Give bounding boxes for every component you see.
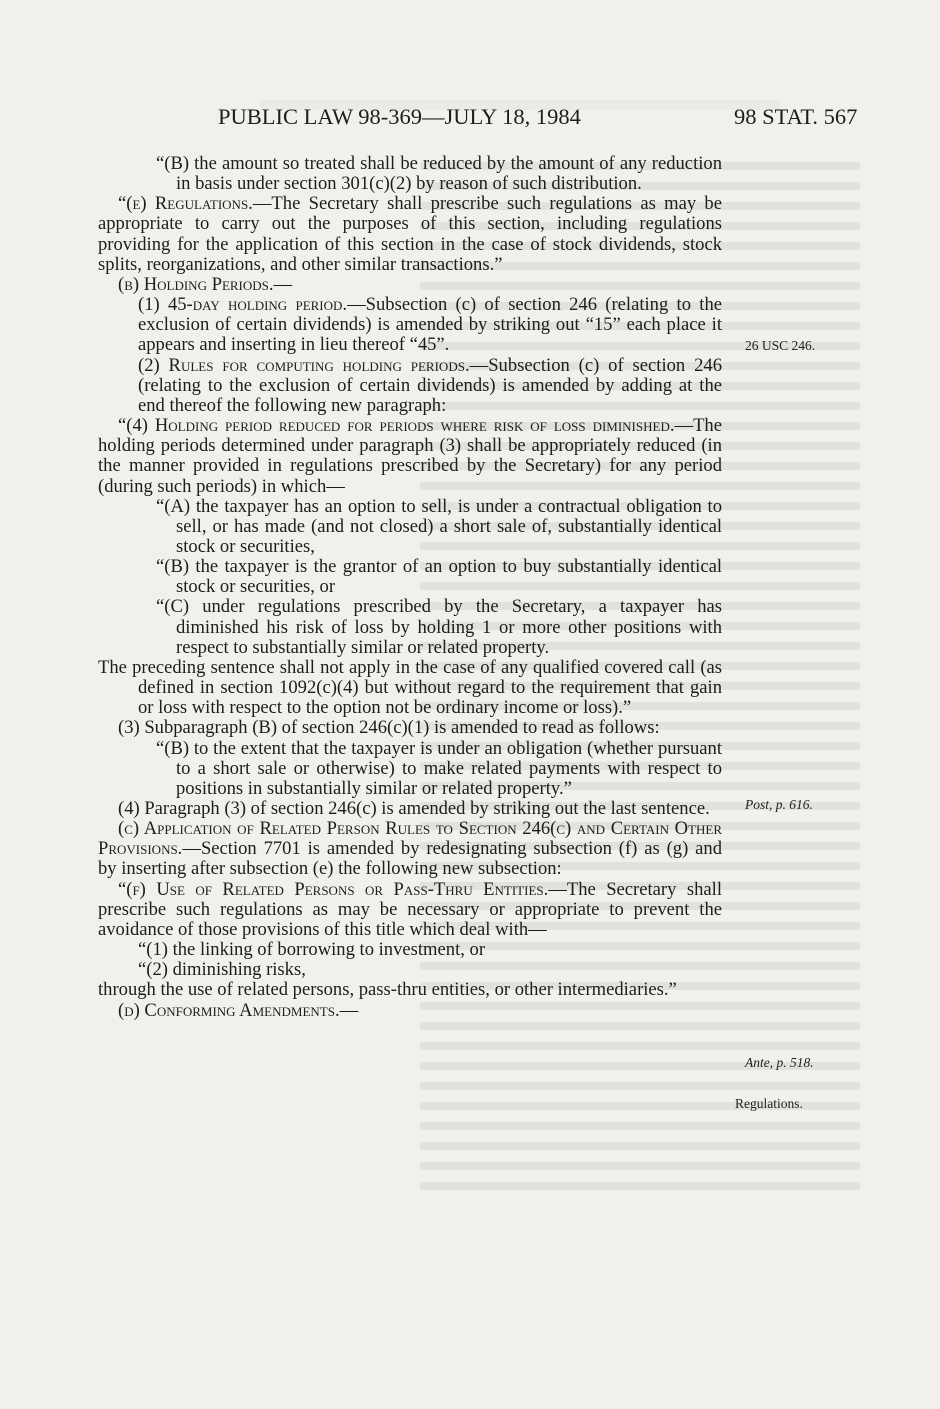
paragraph-through-related: through the use of related persons, pass-thru entities, or other intermediaries.” [98,979,677,1001]
paragraph-c-related-person-rules: (c) Application of Related Person Rules to Section 246(c) and Certain Other Provisions.—Section 7701 is amended by redesignating subsection (f) as (g) and by inserting after subsection (e) the following new subsection: [98,818,722,880]
paragraph-1-45-day: (1) 45-day holding period.—Subsection (c) of section 246 (relating to the exclusion of certain dividends) is amended by striking out “15” each place it appears and inserting in lieu thereof “45”. [138,294,722,356]
statute-body [98,154,722,1021]
subsection-heading: (c) Application of Related Person Rules to Section 246(c) and Certain Other Provisions. [98,818,722,860]
margin-note-26-usc-246: 26 USC 246. [745,338,816,353]
header-title: PUBLIC LAW 98-369—JULY 18, 1984 [218,104,581,129]
paragraph-b-obligation: “(B) to the extent that the taxpayer is under an obligation (whether pursuant to a short sale or otherwise) to make related payments with respect to positions in substantially similar or related property.” [156,737,722,799]
margin-note-ante-518: Ante, p. 518. [745,1055,814,1070]
heading-b-holding-periods: (b) Holding Periods.— [118,273,293,295]
paragraph-c-regulations: “(C) under regulations prescribed by the Secretary, a taxpayer has diminished his risk of loss by holding 1 or more other positions with respect to substantially similar or related property. [156,596,722,658]
paragraph-preceding-sentence: The preceding sentence shall not apply in the case of any qualified covered call (as defined in section 1092(c)(4) but without regard to the requirement that gain or loss with respect to the option not be ordinary income or loss).” [98,656,722,719]
margin-note-post-616: Post, p. 616. [745,797,813,812]
paragraph-a-option-to-sell: “(A) the taxpayer has an option to sell, is under a contractual obligation to sell, or has made (and not closed) a short sale of, substantially identical stock or securities, [156,495,722,557]
paragraph-f-pass-thru: “(f) Use of Related Persons or Pass-Thru Entities.—The Secretary shall prescribe such regulations as may be necessary or appropriate to prevent the avoidance of those provisions of this title which deal with— [98,878,722,940]
subsection-heading: “(f) Use of Related Persons or Pass-Thru Entities. [118,878,549,900]
paragraph-2-rules: (2) Rules for computing holding periods.—Subsection (c) of section 246 (relating to the exclusion of certain dividends) is amended by adding at the end thereof the following new paragraph: [138,354,722,416]
paragraph-e-regulations: “(e) Regulations.—The Secretary shall prescribe such regulations as may be appropriate to carry out the purposes of this section, including regulations providing for the application of this section in the case of stock dividends, stock splits, reorganizations, and other similar transactions.” [98,193,722,275]
paragraph-heading: “(4) Holding period reduced for periods where risk of loss diminished. [118,415,675,437]
subsection-heading: “(e) Regulations. [118,193,253,215]
heading-d-conforming: (d) Conforming Amendments.— [118,999,359,1021]
margin-note-regulations: Regulations. [735,1096,803,1111]
paragraph-b-grantor: “(B) the taxpayer is the grantor of an option to buy substantially identical stock or securities, or [156,556,722,598]
running-header [0,104,940,144]
paragraph-b-amount-reduced: “(B) the amount so treated shall be reduced by the amount of any reduction in basis under section 301(c)(2) by reason of such distribution. [156,153,722,195]
paragraph-4-strike-sentence: (4) Paragraph (3) of section 246(c) is amended by striking out the last sentence. [118,798,710,819]
paragraph-2-diminishing: “(2) diminishing risks, [138,959,306,981]
paragraph-heading: (2) Rules for computing holding periods. [138,354,470,376]
paragraph-4-risk-diminished: “(4) Holding period reduced for periods where risk of loss diminished.—The holding periods determined under paragraph (3) shall be appropriately reduced (in the manner provided in regulations prescribed by the Secretary) for any period (during such periods) in which— [98,415,722,497]
paragraph-3-subparagraph-b: (3) Subparagraph (B) of section 246(c)(1) is amended to read as follows: [118,717,660,739]
paragraph-heading: (1) 45-day holding period. [138,294,348,316]
paragraph-1-linking: “(1) the linking of borrowing to investment, or [138,939,486,961]
statute-page-number: 98 STAT. 567 [734,104,858,129]
